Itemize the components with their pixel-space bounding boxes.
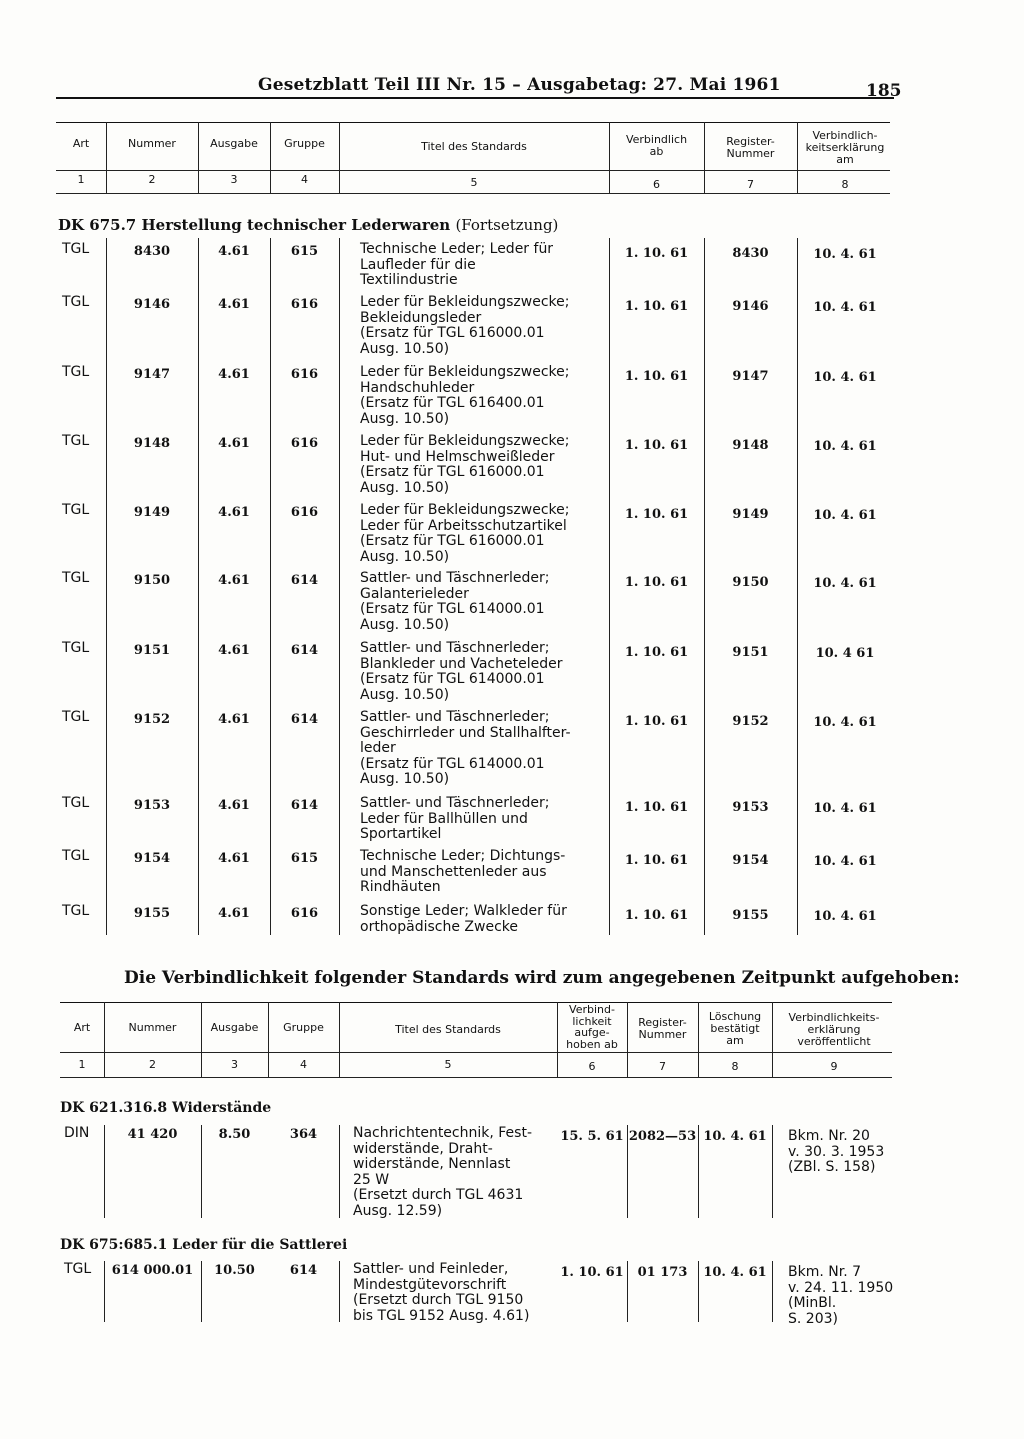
t1-body-divider [339, 238, 340, 935]
cell-erklaerung-am: 10. 4. 61 [813, 801, 877, 816]
t1-col-gruppe: Gruppe [284, 137, 325, 150]
t2-body-divider [339, 1261, 340, 1322]
cell-art: TGL [62, 364, 90, 380]
t1-colnum-2: 2 [148, 173, 156, 186]
cell-gruppe: 364 [289, 1127, 318, 1142]
cell-ausgabe: 4.61 [218, 712, 250, 727]
cell-titel: Sattler- und Täschnerleder; Galanterieleder (Ersatz für TGL 614000.01 Ausg. 10.50) [360, 570, 550, 633]
t2-col-ausgabe: Ausgabe [210, 1021, 259, 1034]
cell-erklaerung-am: 10. 4. 61 [813, 854, 877, 869]
cell-erklaerung-am: 10. 4. 61 [813, 439, 877, 454]
cell-nummer: 9151 [133, 643, 171, 658]
cell-nummer: 9148 [133, 436, 171, 451]
cell-erklaerung-am: 10. 4 61 [815, 646, 875, 661]
t1-col-verbindlich: Verbindlich ab [625, 133, 688, 158]
cell-ausgabe: 4.61 [218, 436, 250, 451]
t2-colnum-5: 5 [444, 1058, 452, 1071]
t1-colnum-6: 6 [653, 178, 660, 191]
cell-register: 9150 [732, 575, 769, 590]
cell-verbindlich-ab: 1. 10. 61 [624, 575, 689, 590]
t1-colnum-3: 3 [230, 173, 238, 186]
cell-verbindlich-ab: 1. 10. 61 [624, 369, 689, 384]
cell-art: TGL [62, 903, 90, 919]
t1-col-titel: Titel des Standards [421, 140, 527, 153]
cell-register: 9149 [732, 507, 769, 522]
cell-gruppe: 616 [290, 906, 319, 921]
cell-gruppe: 616 [290, 505, 319, 520]
cell-titel: Sattler- und Täschnerleder; Blankleder und Vacheteleder (Ersatz für TGL 614000.01 Ausg. 10.50) [360, 640, 563, 703]
cell-verbindlich-ab: 1. 10. 61 [624, 853, 689, 868]
cell-gruppe: 614 [290, 798, 319, 813]
cell-titel: Technische Leder; Leder für Laufleder für die Textilindustrie [360, 241, 554, 288]
cell-ausgabe: 4.61 [218, 297, 250, 312]
cell-art: DIN [64, 1125, 90, 1141]
t2-col-gruppe: Gruppe [283, 1021, 324, 1034]
t1-col-verbindlichkeitserklaerung: Verbindlich- keitserklärung am [805, 129, 885, 166]
cell-verbindlich-ab: 1. 10. 61 [624, 246, 689, 261]
cell-aufgehoben-ab: 1. 10. 61 [560, 1265, 624, 1280]
cell-nummer: 9155 [133, 906, 171, 921]
cell-nummer: 8430 [133, 244, 171, 259]
cell-ausgabe: 4.61 [218, 643, 250, 658]
cell-register: 9153 [732, 800, 769, 815]
cell-verbindlich-ab: 1. 10. 61 [624, 438, 689, 453]
table2-mid-rule [60, 1052, 892, 1053]
cell-ausgabe: 4.61 [218, 244, 250, 259]
cell-register: 9154 [732, 853, 769, 868]
t2-colnum-1: 1 [78, 1058, 86, 1071]
cell-titel: Technische Leder; Dichtungs- und Manschettenleder aus Rindhäuten [360, 848, 566, 895]
cell-nummer: 9149 [133, 505, 171, 520]
cell-register: 9148 [732, 438, 769, 453]
table1-mid-rule [56, 170, 890, 171]
page-number: 185 [866, 81, 902, 101]
t2-col-titel: Titel des Standards [395, 1023, 501, 1036]
cell-art: TGL [62, 795, 90, 811]
cell-veroeffentlicht: Bkm. Nr. 20 v. 30. 3. 1953 (ZBl. S. 158) [788, 1128, 885, 1175]
t1-col-art: Art [72, 137, 90, 150]
cell-titel: Leder für Bekleidungszwecke; Handschuhleder (Ersatz für TGL 616400.01 Ausg. 10.50) [360, 364, 570, 427]
cell-nummer: 41 420 [127, 1127, 178, 1142]
t1-colnum-7: 7 [747, 178, 754, 191]
cell-verbindlich-ab: 1. 10. 61 [624, 299, 689, 314]
t2-body-divider [772, 1261, 773, 1322]
cell-gruppe: 614 [290, 712, 319, 727]
cell-gruppe: 615 [290, 851, 319, 866]
cell-titel: Leder für Bekleidungszwecke; Leder für Arbeitsschutzartikel (Ersatz für TGL 616000.01 Ausg. 10.50) [360, 502, 570, 565]
t1-colnum-1: 1 [77, 173, 85, 186]
table2-bottom-rule [60, 1077, 892, 1078]
t2-col-register: Register- Nummer [638, 1016, 687, 1041]
t1-section-code: DK 675.7 [58, 216, 137, 234]
cell-register: 01 173 [637, 1265, 688, 1280]
cell-register: 9147 [732, 369, 769, 384]
t2-colnum-6: 6 [588, 1060, 596, 1073]
cell-art: TGL [62, 848, 90, 864]
cell-nummer: 9150 [133, 573, 171, 588]
cell-gruppe: 616 [290, 367, 319, 382]
t1-col-nummer: Nummer [128, 137, 176, 150]
cell-nummer: 9153 [133, 798, 171, 813]
cell-titel: Leder für Bekleidungszwecke; Hut- und Helmschweißleder (Ersatz für TGL 616000.01 Ausg. 10.50) [360, 433, 570, 496]
t2-col-veroeffentlicht: Verbindlichkeits- erklärung veröffentlicht [788, 1011, 880, 1048]
cell-art: TGL [62, 241, 90, 257]
cell-gruppe: 614 [290, 643, 319, 658]
cell-register: 8430 [732, 246, 769, 261]
t2-section-heading: DK 675:685.1 Leder für die Sattlerei [60, 1237, 348, 1253]
cell-ausgabe: 4.61 [218, 798, 250, 813]
cell-ausgabe: 4.61 [218, 505, 250, 520]
t2-colnum-2: 2 [149, 1058, 156, 1071]
cell-titel: Sonstige Leder; Walkleder für orthopädische Zwecke [360, 903, 567, 935]
cell-gruppe: 614 [289, 1263, 318, 1278]
cell-gruppe: 614 [290, 573, 319, 588]
cell-loeschung-am: 10. 4. 61 [703, 1265, 767, 1280]
cell-art: TGL [62, 433, 90, 449]
cell-art: TGL [64, 1261, 92, 1277]
cell-verbindlich-ab: 1. 10. 61 [624, 800, 689, 815]
t2-colnum-7: 7 [659, 1060, 666, 1073]
t1-section-title: Herstellung technischer Lederwaren [141, 216, 451, 234]
table1-top-rule [56, 122, 890, 123]
cell-ausgabe: 8.50 [218, 1127, 251, 1142]
cell-erklaerung-am: 10. 4. 61 [813, 576, 877, 591]
t2-body-divider [339, 1125, 340, 1218]
cell-veroeffentlicht: Bkm. Nr. 7 v. 24. 11. 1950 (MinBl. S. 203) [788, 1264, 894, 1327]
t1-colnum-5: 5 [470, 176, 478, 189]
t1-colnum-4: 4 [301, 173, 308, 186]
t2-colnum-9: 9 [830, 1060, 838, 1073]
cell-nummer: 9147 [133, 367, 171, 382]
cell-titel: Sattler- und Täschnerleder; Leder für Ballhüllen und Sportartikel [360, 795, 550, 842]
cell-titel: Leder für Bekleidungszwecke; Bekleidungsleder (Ersatz für TGL 616000.01 Ausg. 10.50) [360, 294, 570, 357]
t2-section-heading: DK 621.316.8 Widerstände [60, 1100, 272, 1116]
cell-nummer: 9152 [133, 712, 171, 727]
cell-gruppe: 616 [290, 436, 319, 451]
cell-art: TGL [62, 502, 90, 518]
t2-col-art: Art [73, 1021, 91, 1034]
t2-colnum-3: 3 [231, 1058, 238, 1071]
t2-colnum-8: 8 [731, 1060, 739, 1073]
t2-col-loeschung: Löschung bestätigt am [708, 1010, 762, 1047]
t1-colnum-8: 8 [841, 178, 849, 191]
cell-verbindlich-ab: 1. 10. 61 [624, 645, 689, 660]
t2-col-aufgehoben: Verbind- lichkeit aufge- hoben ab [566, 1003, 618, 1051]
table2-top-rule [60, 1002, 892, 1003]
cell-erklaerung-am: 10. 4. 61 [813, 370, 877, 385]
cell-art: TGL [62, 640, 90, 656]
cell-nummer: 9146 [133, 297, 171, 312]
cell-nummer: 9154 [133, 851, 171, 866]
t1-section-heading [58, 216, 558, 234]
cell-verbindlich-ab: 1. 10. 61 [624, 908, 689, 923]
cell-titel: Sattler- und Täschnerleder; Geschirrleder und Stallhalfter- leder (Ersatz für TGL 614000.01 Ausg. 10.50) [360, 709, 571, 787]
cell-ausgabe: 10.50 [214, 1263, 255, 1278]
cell-erklaerung-am: 10. 4. 61 [813, 247, 877, 262]
cell-verbindlich-ab: 1. 10. 61 [624, 507, 689, 522]
cell-ausgabe: 4.61 [218, 367, 250, 382]
t1-col-register: Register- Nummer [726, 135, 775, 160]
cell-aufgehoben-ab: 15. 5. 61 [560, 1129, 624, 1144]
cell-titel: Sattler- und Feinleder, Mindestgütevorschrift (Ersetzt durch TGL 9150 bis TGL 9152 Ausg. 4.61) [353, 1261, 530, 1324]
t1-section-suffix: (Fortsetzung) [455, 216, 559, 234]
cell-gruppe: 615 [290, 244, 319, 259]
t1-col-ausgabe: Ausgabe [210, 137, 258, 150]
cell-register: 9155 [732, 908, 769, 923]
t2-body-divider [772, 1125, 773, 1218]
cell-loeschung-am: 10. 4. 61 [703, 1129, 767, 1144]
cell-register: 9146 [732, 299, 769, 314]
cell-register: 9151 [732, 645, 769, 660]
table1-bottom-rule [56, 193, 890, 194]
cell-erklaerung-am: 10. 4. 61 [813, 909, 877, 924]
cell-ausgabe: 4.61 [218, 573, 250, 588]
cell-nummer: 614 000.01 [111, 1263, 194, 1278]
cell-verbindlich-ab: 1. 10. 61 [624, 714, 689, 729]
cell-art: TGL [62, 709, 90, 725]
cell-ausgabe: 4.61 [218, 851, 250, 866]
cell-erklaerung-am: 10. 4. 61 [813, 508, 877, 523]
cell-art: TGL [62, 294, 90, 310]
page-header-title: Gesetzblatt Teil III Nr. 15 – Ausgabetag: 27. Mai 1961 [258, 75, 781, 95]
cell-register: 2082—53 [628, 1129, 697, 1144]
cell-erklaerung-am: 10. 4. 61 [813, 300, 877, 315]
cell-register: 9152 [732, 714, 769, 729]
cell-gruppe: 616 [290, 297, 319, 312]
cell-erklaerung-am: 10. 4. 61 [813, 715, 877, 730]
header-rule [56, 97, 894, 99]
cell-titel: Nachrichtentechnik, Fest- widerstände, Draht- widerstände, Nennlast 25 W (Ersetzt durch TGL 4631 Ausg. 12.59) [353, 1125, 532, 1219]
repeal-heading: Die Verbindlichkeit folgender Standards wird zum angegebenen Zeitpunkt aufgehoben: [124, 968, 960, 988]
cell-ausgabe: 4.61 [218, 906, 250, 921]
t2-colnum-4: 4 [300, 1058, 307, 1071]
cell-art: TGL [62, 570, 90, 586]
t2-col-nummer: Nummer [128, 1021, 177, 1034]
